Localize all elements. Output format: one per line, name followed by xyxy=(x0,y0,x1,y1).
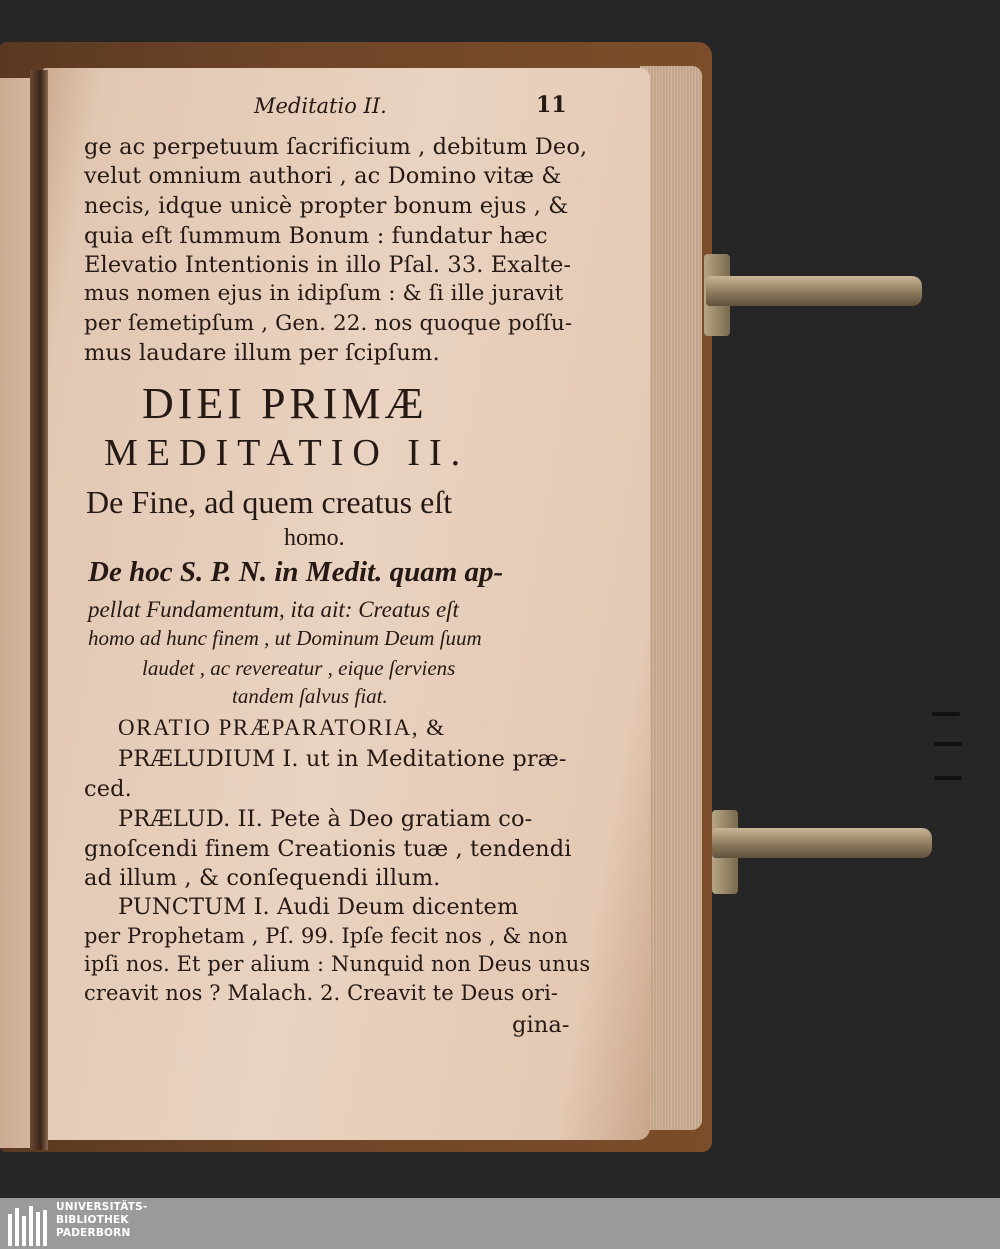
running-header: Meditatio II. xyxy=(254,94,387,118)
text-line: PRÆLUDIUM I. ut in Meditatione præ- xyxy=(118,746,567,772)
text-line: ORATIO PRÆPARATORIA, & xyxy=(118,715,446,740)
intro-line: De hoc S. P. N. in Medit. quam ap- xyxy=(88,556,504,588)
text-line: ge ac perpetuum ſacrificium , debitum Deo, xyxy=(84,134,588,160)
text-line: gnoſcendi finem Creationis tuæ , tendendi xyxy=(84,836,572,862)
text-line: creavit nos ? Malach. 2. Creavit te Deus ori- xyxy=(84,981,559,1005)
text-line: necis, idque unicè propter bonum ejus , & xyxy=(84,193,569,219)
text-line: velut omnium authori , ac Domino vitæ & xyxy=(84,163,562,189)
text-line: ipſi nos. Et per alium : Nunquid non Deus unus xyxy=(84,952,591,976)
institution-name xyxy=(56,1201,147,1240)
institution-line: UNIVERSITÄTS- xyxy=(56,1201,148,1213)
intro-line: tandem ſalvus fiat. xyxy=(232,684,388,708)
clasp-bottom xyxy=(712,828,932,858)
dark-mark xyxy=(934,776,962,780)
text-line: quia eſt ſummum Bonum : fundatur hæc xyxy=(84,223,548,249)
institution-line: BIBLIOTHEK xyxy=(56,1214,129,1226)
clasp-top xyxy=(706,276,922,306)
library-logo xyxy=(8,1202,48,1246)
page-number: 11 xyxy=(536,92,567,118)
footer-bar xyxy=(0,1198,1000,1249)
heading-topic-cont: homo. xyxy=(284,525,345,551)
text-line: mus nomen ejus in idipſum : & ſi ille juravit xyxy=(84,281,564,306)
book-gutter xyxy=(30,70,48,1150)
text-line: mus laudare illum per ſcipſum. xyxy=(84,340,440,366)
intro-line: laudet , ac revereatur , eique ſerviens xyxy=(142,656,456,680)
text-line: PRÆLUD. II. Pete à Deo gratiam co- xyxy=(118,806,533,832)
intro-line: pellat Fundamentum, ita ait: Creatus eſt xyxy=(88,597,459,622)
heading-title: DIEI PRIMÆ xyxy=(142,379,428,428)
catchword: gina- xyxy=(512,1012,570,1038)
text-line: per ſemetipſum , Gen. 22. nos quoque poſſu- xyxy=(84,311,573,336)
institution-line: PADERBORN xyxy=(56,1227,131,1239)
heading-subtitle: MEDITATIO II. xyxy=(104,432,470,474)
dark-mark xyxy=(932,712,960,716)
text-line: PUNCTUM I. Audi Deum dicentem xyxy=(118,894,519,920)
text-line: ced. xyxy=(84,776,132,802)
heading-topic: De Fine, ad quem creatus eſt xyxy=(86,484,453,520)
text-line: ad illum , & conſequendi illum. xyxy=(84,865,441,891)
dark-mark xyxy=(934,742,962,746)
text-line: Elevatio Intentionis in illo Pſal. 33. Exalte- xyxy=(84,252,572,278)
text-line: per Prophetam , Pſ. 99. Ipſe fecit nos , & non xyxy=(84,924,569,948)
intro-line: homo ad hunc finem , ut Dominum Deum ſuum xyxy=(88,626,482,650)
